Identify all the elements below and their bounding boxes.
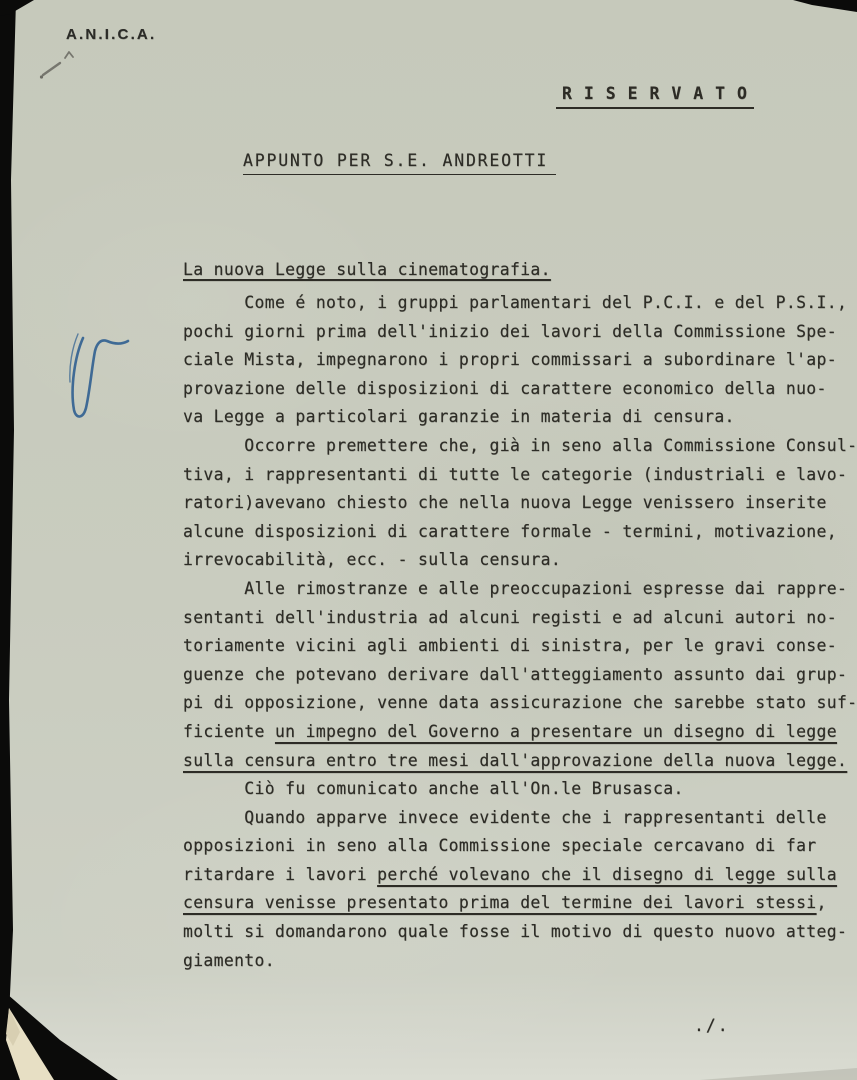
document-line: pochi giorni prima dell'inizio dei lavori della Commissione Spe- (183, 321, 837, 341)
document-line: censura venisse presentato prima del termine dei lavori stessi, (183, 893, 827, 913)
document-line: pi di opposizione, venne data assicurazione che sarebbe stato suf- (183, 693, 857, 713)
document-line: tiva, i rappresentanti di tutte le categorie (industriali e lavo- (183, 464, 848, 484)
document-title: La nuova Legge sulla cinematografia. (183, 260, 551, 279)
document-line: Ciò fu comunicato anche all'On.le Brusasca. (183, 779, 684, 799)
document-body (183, 289, 855, 975)
pen-check-annotation-icon (58, 324, 136, 436)
document-line: provazione delle disposizioni di carattere economico della nuo- (183, 378, 827, 398)
document-line: toriamente vicini agli ambienti di sinistra, per le gravi conse- (183, 636, 837, 656)
document-line: ratori)avevano chiesto che nella nuova Legge venissero inserite (183, 493, 827, 513)
document-line: Occorre premettere che, già in seno alla Commissione Consul- (183, 435, 857, 455)
document-line: Come é noto, i gruppi parlamentari del P.C.I. e del P.S.I., (183, 293, 848, 312)
document-line: sulla censura entro tre mesi dall'approvazione della nuova legge. (183, 750, 848, 770)
document-line: sentanti dell'industria ad alcuni registi e ad alcuni autori no- (183, 607, 837, 627)
document-line: irrevocabilità, ecc. - sulla censura. (183, 550, 562, 570)
document-line: ficiente un impegno del Governo a presentare un disegno di legge (183, 721, 837, 741)
document-line: guenze che potevano derivare dall'atteggiamento assunto dai grup- (183, 664, 848, 684)
classification-label: R I S E R V A T O (556, 84, 754, 109)
document-line: giamento. (183, 950, 275, 970)
document-line: va Legge a particolari garanzie in materia di censura. (183, 407, 735, 427)
document-line: Quando apparve invece evidente che i rappresentanti delle (183, 807, 827, 827)
subject-line: APPUNTO PER S.E. ANDREOTTI (243, 151, 556, 175)
pencil-mark-icon (38, 46, 86, 82)
document-line: ritardare i lavori perché volevano che il disegno di legge sulla (183, 864, 837, 884)
org-header: A.N.I.C.A. (66, 26, 157, 43)
continuation-mark: ./. (694, 1016, 730, 1035)
document-line: alcune disposizioni di carattere formale - termini, motivazione, (183, 521, 837, 541)
document-line: ciale Mista, impegnarono i propri commissari a subordinare l'ap- (183, 350, 837, 370)
document-line: molti si domandarono quale fosse il motivo di questo nuovo atteg- (183, 922, 848, 942)
document-line: Alle rimostranze e alle preoccupazioni espresse dai rappre- (183, 578, 848, 598)
document-line: opposizioni in seno alla Commissione speciale cercavano di far (183, 836, 817, 856)
